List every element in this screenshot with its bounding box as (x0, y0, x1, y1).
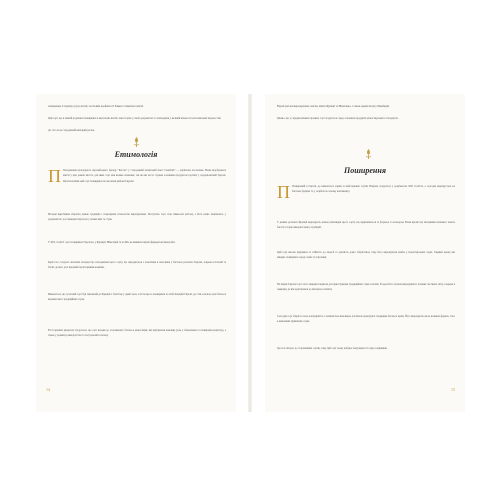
left-top-paragraph-1: поширенню історичну групу Англії, частковим пройнятості Рамки та північної Англії. (48, 105, 144, 108)
book-gutter (248, 94, 252, 412)
right-paragraph-6: Зростає інтерес до старовинних сортів, тому цей сорт знову набуває популярності серед садівників. (277, 347, 388, 350)
right-paragraph-5: Сьогодні сорт зберігає свою популярність і залишається важливою частиною культурної спадщини багатьох країн. Його вирощують як на великих фермах, так і в невеликих приватних садах. (277, 315, 455, 324)
right-paragraph-1: П Поширений в Європі, де вважається одним із найстаріших сортів. Вперше згадується у документах ХІІІ століття, а сьогодні вирощується на багатьох фермах та у садибах по всьому континенту. (277, 182, 455, 202)
drop-cap: П (277, 182, 290, 202)
fleuron-ornament-icon (133, 137, 140, 148)
right-paragraph-2: У деяких регіонах Франції вирощують кілька різновидів цього сорту, що відрізняються за формою та кольором. Вони відомі під місцевими назвами і мають багату історію використання у кулінарії. (277, 221, 455, 230)
left-paragraph-4: Крім того, існують численні легенди про походження цього сорту, що передаються з покоління в покоління у багатьох регіонах Європи, зокрема в Іспанії та Італії, де він і досі відомий під місцевими назвами. (48, 261, 226, 270)
left-paragraph-5: Вважається, що сучасний сорт був завезений до Франції з Італії ще у давні часи, а після цього поширився по всій Західній Європі, де став основою для багатьох відомих вин і традиційних страв. (48, 293, 226, 302)
fleuron-ornament-icon (365, 149, 372, 160)
right-top-paragraph-1: Відомі регіони вирощування: Англія, північ Франції та Німеччина, а також окремі місця у Швейцарії. (277, 105, 390, 108)
left-paragraph-3: У ХІХ столітті сорт поширився Європою, у Франції, Німеччині та на ФА, як виникли перші фермерські виноробні. (48, 241, 176, 244)
left-paragraph-1: П Походження культурного європейського бренду "Кастел" у стародавній латинській мові "castellum" — укріплене поселення. Назва відображала життя у цих давніх містах, для яких сорт мав велике значення, так як він часто служив основним продуктом торгівлі у середньовічній Європі. Протягом віків цей сорт поширився на численні райони Європи. (48, 166, 226, 186)
left-page (36, 94, 236, 412)
drop-cap: П (48, 166, 61, 186)
page-number-left: 14 (46, 387, 50, 392)
section-heading-distribution: Поширення (344, 166, 386, 175)
right-paragraph-3: Цей сорт високо цінувався за стійкість до хвороб та здатність довго зберігатися, тому його вирощували навіть у монастирських садах. Завдяки цьому він швидко поширився серед селян та торговців. (277, 251, 455, 260)
page-number-right: 15 (451, 387, 455, 392)
section-heading-etymology: Етимологія (114, 150, 158, 159)
left-paragraph-2: Місцеві виробники зберегли давню традицію і покращили технологію вирощування. Поступово сорт став символом регіону, а його назва закріпилась у документах і досі використовується у назвах вин та страв. (48, 213, 226, 222)
right-paragraph-4: На півдні Європи сорт часто використовували для приготування традиційних страв і напоїв. Згодом його почали вирощувати і в інших частинах світу, зокрема в Америці, де він адаптувався до місцевого клімату. (277, 283, 455, 292)
left-top-paragraph-3: До того ж це стародавній вихідний регіон. (48, 129, 95, 132)
right-page (265, 94, 465, 412)
right-top-paragraph-2: Цікаво, що у середньовічних хроніках сорт згадується серед основних продуктів монастирських господарств. (277, 117, 399, 120)
left-paragraph-6: В історичних джерелах згадується, що сорт входив до асортименту багатьох монастирів, які відігравали важливу роль у збереженні та поширенні рецептур, а також у розвитку виноробства та гастрономії в цілому. (48, 329, 226, 338)
left-top-paragraph-2: Цей сорт, що в певній розумінні поширився в мистецтві Англії, мав історію у своїх документах та знаходився у великій кількості кастелянських відомостей. (48, 117, 222, 120)
